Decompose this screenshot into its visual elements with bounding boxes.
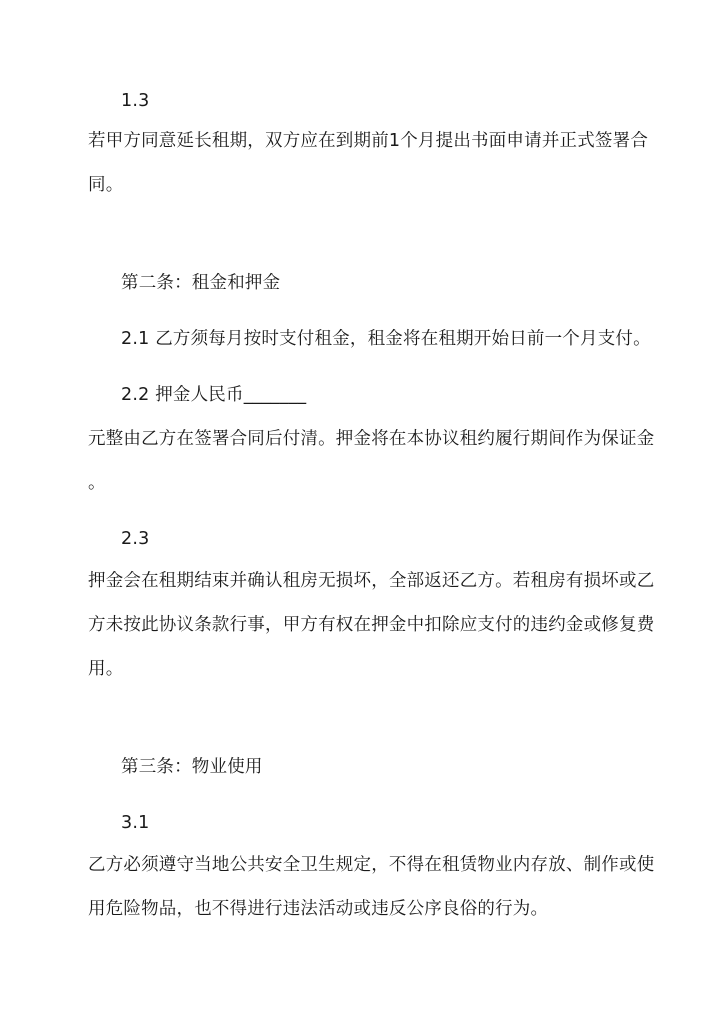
clause-text-1-3-line2: 同。 (88, 175, 124, 195)
clause-text-2-3-line3: 用。 (88, 659, 124, 679)
clause-text-3-1-line2: 用危险物品，也不得进行违法活动或违反公序良俗的行为。 (88, 899, 549, 919)
clause-number-2-3: 2.3 (121, 529, 150, 549)
clause-number-3-1: 3.1 (121, 813, 150, 833)
clause-number-1-3: 1.3 (121, 91, 150, 111)
clause-text-2-2-line3: 。 (88, 473, 106, 493)
clause-text-2-2-line1: 2.2 押金人民币_______ (121, 385, 307, 405)
clause-text-2-3-line2: 方未按此协议条款行事，甲方有权在押金中扣除应支付的违约金或修复费 (88, 615, 655, 635)
clause-text-2-3-line1: 押金会在租期结束并确认租房无损坏，全部返还乙方。若租房有损坏或乙 (88, 571, 655, 591)
clause-text-2-1: 2.1 乙方须每月按时支付租金，租金将在租期开始日前一个月支付。 (121, 329, 651, 349)
clause-text-1-3-line1: 若甲方同意延长租期，双方应在到期前1个月提出书面申请并正式签署合 (88, 131, 649, 151)
clause-text-3-1-line1: 乙方必须遵守当地公共安全卫生规定，不得在租赁物业内存放、制作或使 (88, 855, 655, 875)
section-heading-3: 第三条：物业使用 (121, 757, 263, 777)
clause-text-2-2-line2: 元整由乙方在签署合同后付清。押金将在本协议租约履行期间作为保证金 (88, 429, 655, 449)
section-heading-2: 第二条：租金和押金 (121, 273, 281, 293)
